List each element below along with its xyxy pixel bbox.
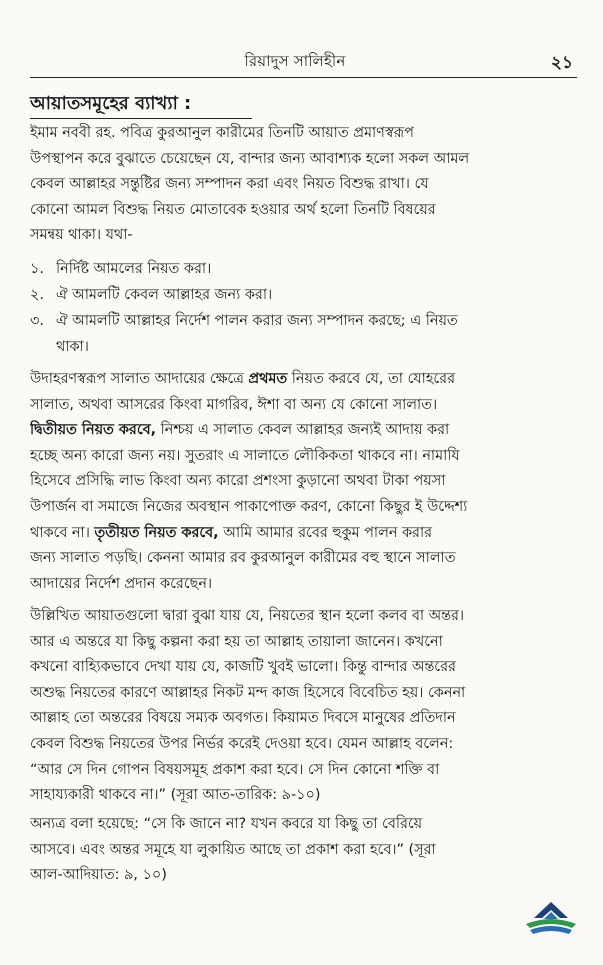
text-line: সমন্বয় থাকা। যথা- bbox=[30, 227, 133, 244]
text-line: আদায়ের নির্দেশ প্রদান করেছেন। bbox=[30, 575, 213, 592]
text-line: কেবল বিশুদ্ধ নিয়তের উপর নির্ভর করেই দেওয়া হবে। যেমন আল্লাহ বলেন: bbox=[30, 735, 454, 752]
running-title: রিয়াদুস সালিহীন bbox=[244, 52, 346, 70]
paragraph-closing bbox=[30, 812, 575, 889]
text-line: হিসেবে প্রসিদ্ধি লাভ কিংবা অন্য কারো প্রশংসা কুড়ানো অথবা টাকা পয়সা bbox=[30, 473, 446, 490]
list-item bbox=[30, 309, 575, 360]
text-line: আল-আদিয়াত: ৯, ১০) bbox=[30, 867, 167, 884]
text-line: সাহায্যকারী থাকবে না।” (সূরা আত-তারিক: ৯-১০) bbox=[30, 787, 321, 804]
text-line bbox=[30, 367, 575, 393]
text-run: নিয়ত করবে যে, তা যোহরের bbox=[287, 371, 455, 387]
text-line: আল্লাহ তো অন্তরের বিষয়ে সম্যক অবগত। কিয়ামত দিবসে মানুষের প্রতিদান bbox=[30, 710, 456, 727]
list-item-number: ১. bbox=[30, 261, 44, 277]
paragraph-explanation bbox=[30, 604, 575, 809]
text-run: আমি আমার রবের হুকুম পালন করার bbox=[218, 524, 433, 541]
publisher-logo-icon bbox=[522, 900, 580, 940]
list-item-text: ঐ আমলটি আল্লাহর নির্দেশ পালন করার জন্য সম্পাদন করছে; এ নিয়ত bbox=[56, 313, 458, 329]
list-item bbox=[30, 257, 575, 283]
text-line: সালাত, অথবা আসরের কিংবা মাগরিব, ঈশা বা অন্য যে কোনো সালাত। bbox=[30, 396, 438, 413]
emphasis-second: দ্বিতীয়ত নিয়ত করবে, bbox=[30, 422, 157, 439]
text-line: জন্য সালাত পড়ছি। কেননা আমার রব কুরআনুল কারীমের বহু স্থানে সালাত bbox=[30, 550, 456, 567]
text-line: অশুদ্ধ নিয়তের কারণে আল্লাহর নিকট মন্দ কাজ হিসেবে বিবেচিত হয়। কেননা bbox=[30, 684, 466, 701]
paragraph-example bbox=[30, 367, 575, 597]
text-line bbox=[30, 521, 575, 547]
list-item bbox=[30, 283, 575, 309]
text-run: উদাহরণস্বরূপ সালাত আদায়ের ক্ষেত্রে bbox=[30, 371, 249, 387]
emphasis-third: তৃতীয়ত নিয়ত করবে, bbox=[94, 524, 219, 541]
list-item-text: ঐ আমলটি কেবল আল্লাহর জন্য করা। bbox=[56, 287, 273, 303]
text-run: থাকবে না। bbox=[30, 524, 95, 541]
list-item-number: ৩. bbox=[30, 313, 44, 329]
text-line: কখনো বাহ্যিকভাবে দেখা যায় যে, কাজটি খুবই ভালো। কিন্তু বান্দার অন্তরের bbox=[30, 659, 456, 676]
text-run: নিশ্চয় এ সালাত কেবল আল্লাহর জন্যই আদায় করা bbox=[156, 422, 450, 439]
page-number: ২১ bbox=[550, 53, 573, 73]
list-item-text: নির্দিষ্ট আমলের নিয়ত করা। bbox=[56, 261, 212, 277]
text-line: উপস্থাপন করে বুঝাতে চেয়েছেন যে, বান্দার জন্য আবাশ্যক হলো সকল আমল bbox=[30, 150, 470, 167]
text-line: আসবে। এবং অন্তর সমূহে যা লুকায়িত আছে তা প্রকাশ করা হবে।” (সূরা bbox=[30, 841, 436, 858]
section-heading: আয়াতসমূহের ব্যাখ্যা : bbox=[30, 93, 192, 114]
logo-book-bottom bbox=[530, 926, 572, 934]
list-item-number: ২. bbox=[30, 287, 44, 303]
text-line: “আর সে দিন গোপন বিষয়সমূহ প্রকাশ করা হবে। সে দিন কোনো শক্তি বা bbox=[30, 761, 440, 778]
list-item-text: থাকা। bbox=[56, 338, 89, 355]
text-line: আর এ অন্তরে যা কিছু কল্পনা করা হয় তা আল্লাহ তায়ালা জানেন। কখনো bbox=[30, 633, 443, 650]
heading-underline bbox=[30, 118, 252, 119]
emphasis-first: প্রথমত bbox=[248, 371, 288, 387]
header-rule bbox=[30, 77, 577, 78]
text-line: উল্লিখিত আয়াতগুলো দ্বারা বুঝা যায় যে, নিয়তের স্থান হলো কলব বা অন্তর। bbox=[30, 608, 465, 624]
text-line bbox=[30, 418, 575, 444]
text-line: হচ্ছে অন্য কারো জন্য নয়। সুতরাং এ সালাতে লৌকিকতা থাকবে না। নামাযি bbox=[30, 447, 460, 464]
text-line: কেবল আল্লাহর সন্তুষ্টির জন্য সম্পাদন করা এবং নিয়ত বিশুদ্ধ রাখা। যে bbox=[30, 176, 429, 193]
text-line: উপার্জন বা সমাজে নিজের অবস্থান পাকাপোক্ত করণ, কোনো কিছুর ই উদ্দেশ্য bbox=[30, 498, 468, 515]
text-line: অন্যত্র বলা হয়েছে: “সে কি জানে না? যখন কবরে যা কিছু তা বেরিয়ে bbox=[30, 816, 423, 832]
text-line: ইমাম নববী রহ. পবিত্র কুরআনুল কারীমের তিনটি আয়াত প্রমাণস্বরূপ bbox=[30, 125, 414, 141]
text-line: কোনো আমল বিশুদ্ধ নিয়ত মোতাবেক হওয়ার অর্থ হলো তিনটি বিষয়ের bbox=[30, 201, 436, 218]
paragraph-intro bbox=[30, 121, 575, 249]
